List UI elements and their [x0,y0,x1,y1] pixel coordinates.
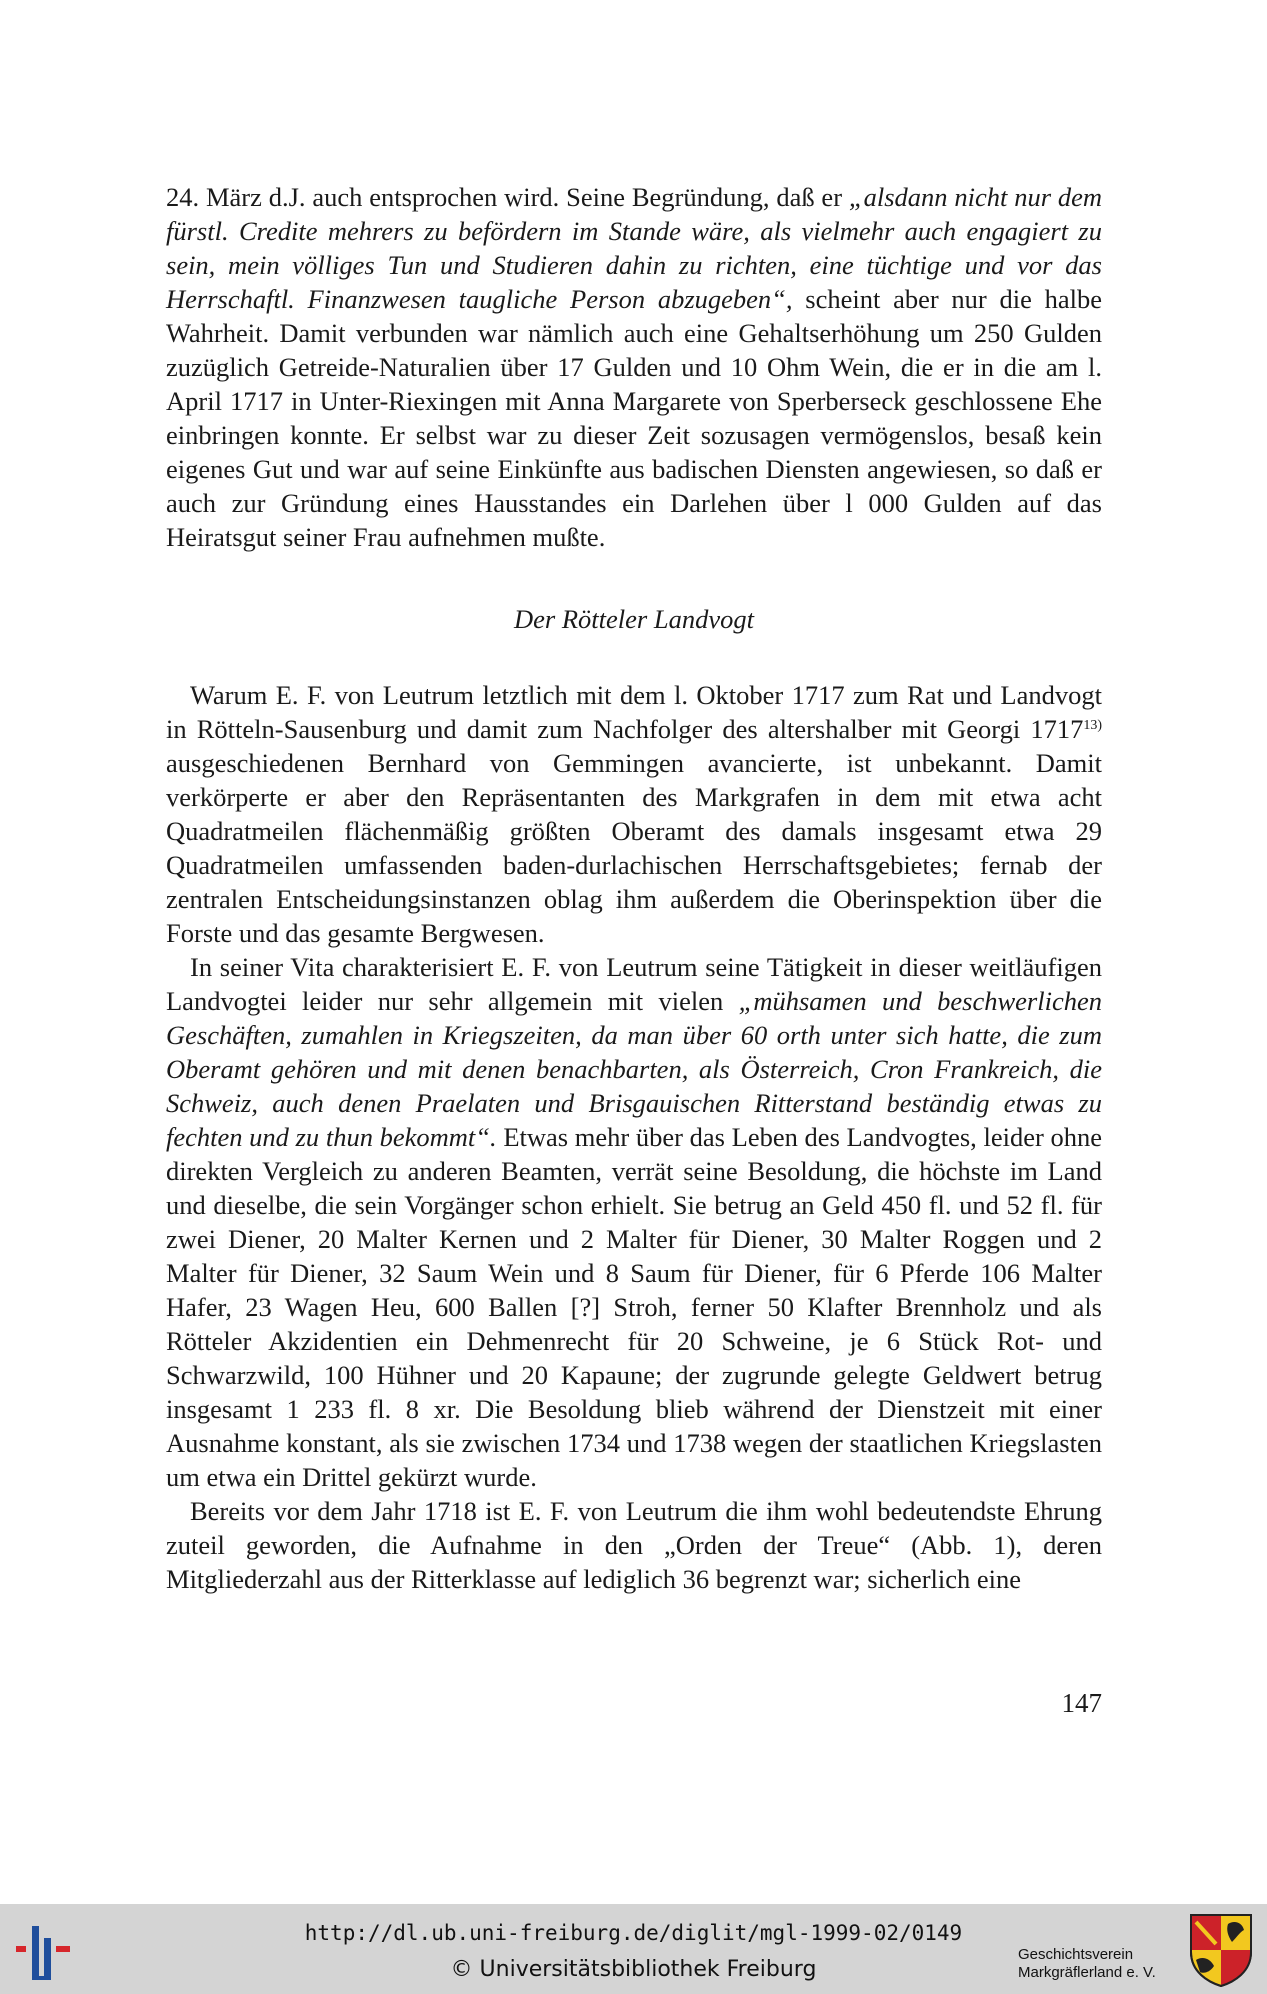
footer-bar [0,1904,1267,1994]
coat-of-arms-icon [1188,1912,1254,1988]
page-number: 147 [1061,1688,1102,1718]
society-line-2: Markgräflerland e. V. [1018,1964,1156,1981]
paragraph-2-text-b: ausgeschiedenen Bernhard von Gemmingen avancierte, ist unbekannt. Damit verkörperte er aber den Repräsentanten des Markgrafen in dem mit etwa acht Quadratmeilen flächenmäßig größten Oberamt des damals insgesamt etwa 29 Quadratmeilen umfassenden baden-durlachischen Herrschaftsgebietes; fernab der zentralen Entscheidungsinstanzen oblag ihm außerdem die Oberinspektion über die Forste und das gesamte Bergwesen. [166,748,1102,948]
society-name [1018,1946,1188,1982]
society-line-1: Geschichtsverein [1018,1946,1134,1963]
paragraph-1 [166,180,1102,554]
paragraph-2-text-a: Warum E. F. von Leutrum letztlich mit dem l. Oktober 1717 zum Rat und Landvogt in Rötteln-Sausenburg und damit zum Nachfolger des altershalber mit Georgi 1717 [166,680,1102,744]
body-text [166,180,1102,1596]
paragraph-4: Bereits vor dem Jahr 1718 ist E. F. von Leutrum die ihm wohl bedeutendste Ehrung zuteil geworden, die Aufnahme in den „Orden der Treue“ (Abb. 1), deren Mitgliederzahl aus der Ritterklasse auf lediglich 36 begrenzt war; sicherlich eine [166,1496,1102,1594]
footnote-marker: 13) [1083,718,1102,733]
section-heading: Der Rötteler Landvogt [514,604,754,634]
paragraph-2 [166,678,1102,950]
footer-copyright: © Universitätsbibliothek Freiburg [450,1957,817,1982]
paragraph-1-text-a: 24. März d.J. auch entsprochen wird. Seine Begründung, daß er [166,182,849,212]
paragraph-3-quote: „mühsamen und beschwerlichen Geschäften, zumahlen in Kriegszeiten, da man über 60 orth unter sich hatte, die zum Oberamt gehören und mit denen benachbarten, als Österreich, Cron Frankreich, die Schweiz, auch denen Praelaten und Brisgauischen Ritterstand beständig etwas zu fechten und zu thun bekommt“. [166,986,1102,1152]
paragraph-3-text-b: Etwas mehr über das Leben des Landvogtes, leider ohne direkten Vergleich zu anderen Beamten, verrät seine Besoldung, die höchste im Land und dieselbe, die sein Vorgänger schon erhielt. Sie betrug an Geld 450 fl. und 52 fl. für zwei Diener, 20 Malter Kernen und 2 Malter für Diener, 30 Malter Roggen und 2 Malter für Diener, 32 Saum Wein und 8 Saum für Diener, für 6 Pferde 106 Malter Hafer, 23 Wagen Heu, 600 Ballen [?] Stroh, ferner 50 Klafter Brennholz und als Rötteler Akzidentien ein Dehmenrecht für 20 Schweine, je 6 Stück Rot- und Schwarzwild, 100 Hühner und 20 Kapaune; der zugrunde gelegte Geldwert betrug insgesamt 1 233 fl. 8 xr. Die Besoldung blieb während der Dienstzeit mit einer Ausnahme konstant, als sie zwischen 1734 und 1738 wegen der staatlichen Kriegslasten um etwa ein Drittel gekürzt wurde. [166,1122,1102,1492]
paragraph-3-text-a: In seiner Vita charakterisiert E. F. von Leutrum seine Tätigkeit in dieser weitläufigen Landvogtei leider nur sehr allgemein mit vielen [166,952,1102,1016]
paragraph-3 [166,950,1102,1494]
paragraph-1-text-b: scheint aber nur die halbe Wahrheit. Damit verbunden war nämlich auch eine Gehaltserhöhung um 250 Gulden zuzüglich Getreide-Naturalien über 17 Gulden und 10 Ohm Wein, die er in die am l. April 1717 in Unter-Riexingen mit Anna Margarete von Sperberseck geschlossene Ehe einbringen konnte. Er selbst war zu dieser Zeit sozusagen vermögenslos, besaß kein eigenes Gut und war auf seine Einkünfte aus badischen Diensten angewiesen, so daß er auch zur Gründung eines Hausstandes ein Darlehen über l 000 Gulden auf das Heiratsgut seiner Frau aufnehmen mußte. [166,284,1102,552]
footer-url[interactable]: http://dl.ub.uni-freiburg.de/diglit/mgl-1999-02/0149 [304,1921,963,1945]
paragraph-1-quote: „alsdann nicht nur dem fürstl. Credite mehrers zu befördern im Stande wäre, als vielmehr auch engagiert zu sein, mein völliges Tun und Studieren dahin zu richten, eine tüchtige und vor das Herrschaftl. Finanzwesen taugliche Person abzugeben“, [166,182,1102,314]
